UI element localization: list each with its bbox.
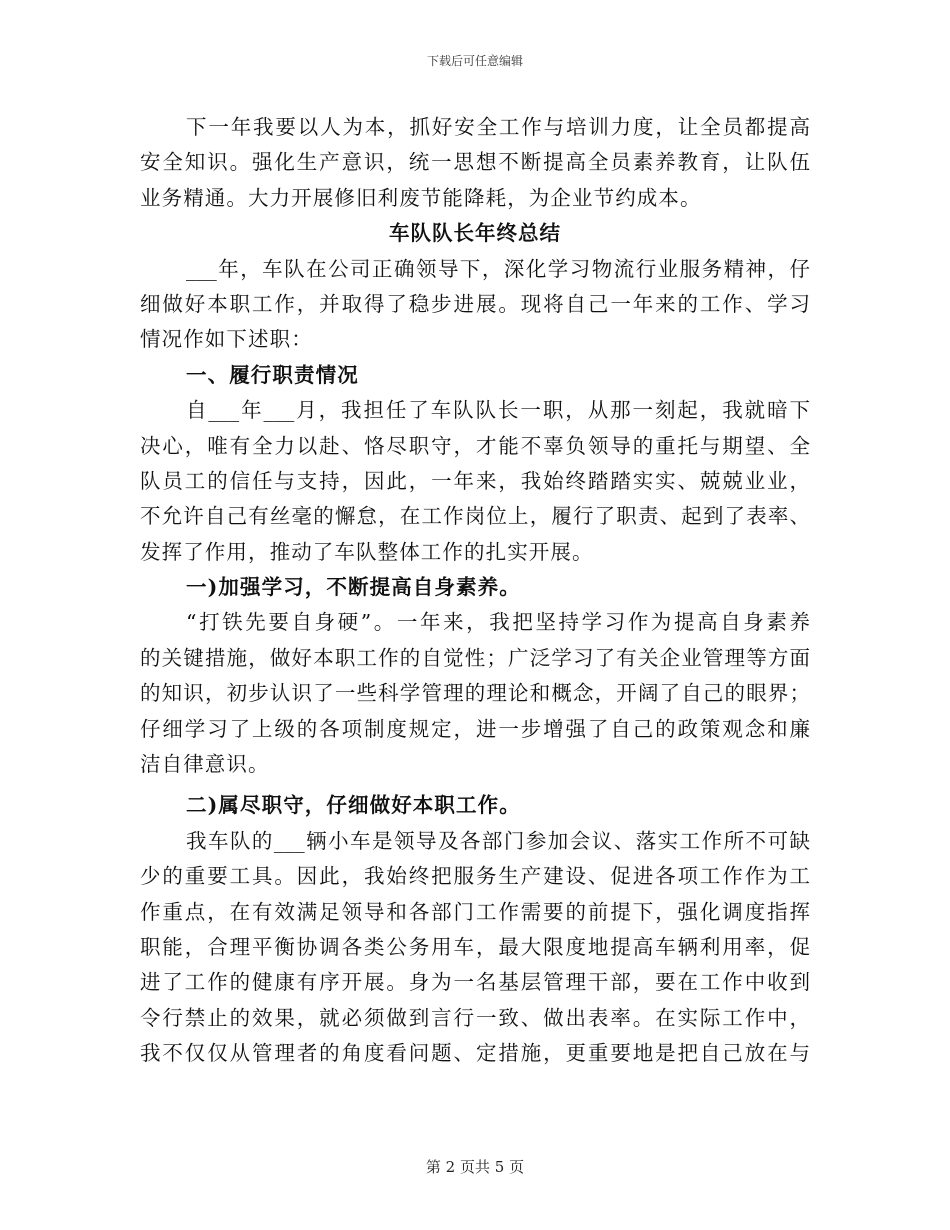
paragraph-line: 洁自律意识。	[140, 752, 270, 777]
paragraph-line: 作重点，在有效满足领导和各部门工作需要的前提下，强化调度指挥	[140, 899, 810, 924]
paragraph-line: 不允许自己有丝毫的懈怠，在工作岗位上，履行了职责、起到了表率、	[140, 504, 810, 529]
paragraph-line: 令行禁止的效果，就必须做到言行一致、做出表率。在实际工作中，	[140, 1005, 810, 1030]
page-footer: 第 2 页共 5 页	[425, 1158, 525, 1176]
paragraph-line: 细做好本职工作，并取得了稳步进展。现将自己一年来的工作、学习	[140, 291, 810, 316]
paragraph-line: ___年，车队在公司正确领导下，深化学习物流行业服务精神，仔	[186, 256, 810, 281]
paragraph-line: 情况作如下述职：	[140, 327, 313, 352]
paragraph-line: 安全知识。强化生产意识，统一思想不断提高全员素养教育，让队伍	[140, 150, 810, 175]
paragraph-line: 进了工作的健康有序开展。身为一名基层管理干部，要在工作中收到	[140, 970, 810, 995]
paragraph-line: 业务精通。大力开展修旧利废节能降耗，为企业节约成本。	[140, 185, 702, 210]
subsection-heading: 一)加强学习，不断提高自身素养。	[186, 575, 521, 600]
paragraph-line: 发挥了作用，推动了车队整体工作的扎实开展。	[140, 539, 594, 564]
paragraph-line: 决心，唯有全力以赴、恪尽职守，才能不辜负领导的重托与期望、全	[140, 433, 810, 458]
paragraph-line: 我车队的___辆小车是领导及各部门参加会议、落实工作所不可缺	[186, 828, 810, 853]
paragraph-line: 少的重要工具。因此，我始终把服务生产建设、促进各项工作作为工	[140, 864, 810, 889]
paragraph-line: 的关键措施，做好本职工作的自觉性；广泛学习了有关企业管理等方面	[140, 645, 810, 670]
paragraph-line: 仔细学习了上级的各项制度规定，进一步增强了自己的政策观念和廉	[140, 716, 810, 741]
page-header: 下载后可任意编辑	[426, 54, 523, 68]
paragraph-line: 下一年我要以人为本，抓好安全工作与培训力度，让全员都提高	[186, 115, 810, 139]
document-body	[140, 110, 810, 1072]
paragraph-line: “打铁先要自身硬”。一年来，我把坚持学习作为提高自身素养	[186, 610, 810, 635]
paragraph-line: 自___年___月，我担任了车队队长一职，从那一刻起，我就暗下	[186, 398, 810, 423]
document-title: 车队队长年终总结	[389, 221, 561, 246]
section-heading: 一、履行职责情况	[186, 362, 359, 387]
paragraph-line: 队员工的信任与支持，因此，一年来，我始终踏踏实实、兢兢业业，	[140, 468, 810, 493]
paragraph-line: 的知识，初步认识了一些科学管理的理论和概念，开阔了自己的眼界；	[140, 681, 810, 706]
paragraph-line: 职能，合理平衡协调各类公务用车，最大限度地提高车辆利用率，促	[140, 934, 810, 959]
paragraph-line: 我不仅仅从管理者的角度看问题、定措施，更重要地是把自己放在与	[140, 1041, 810, 1066]
subsection-heading: 二)属尽职守，仔细做好本职工作。	[186, 793, 521, 818]
